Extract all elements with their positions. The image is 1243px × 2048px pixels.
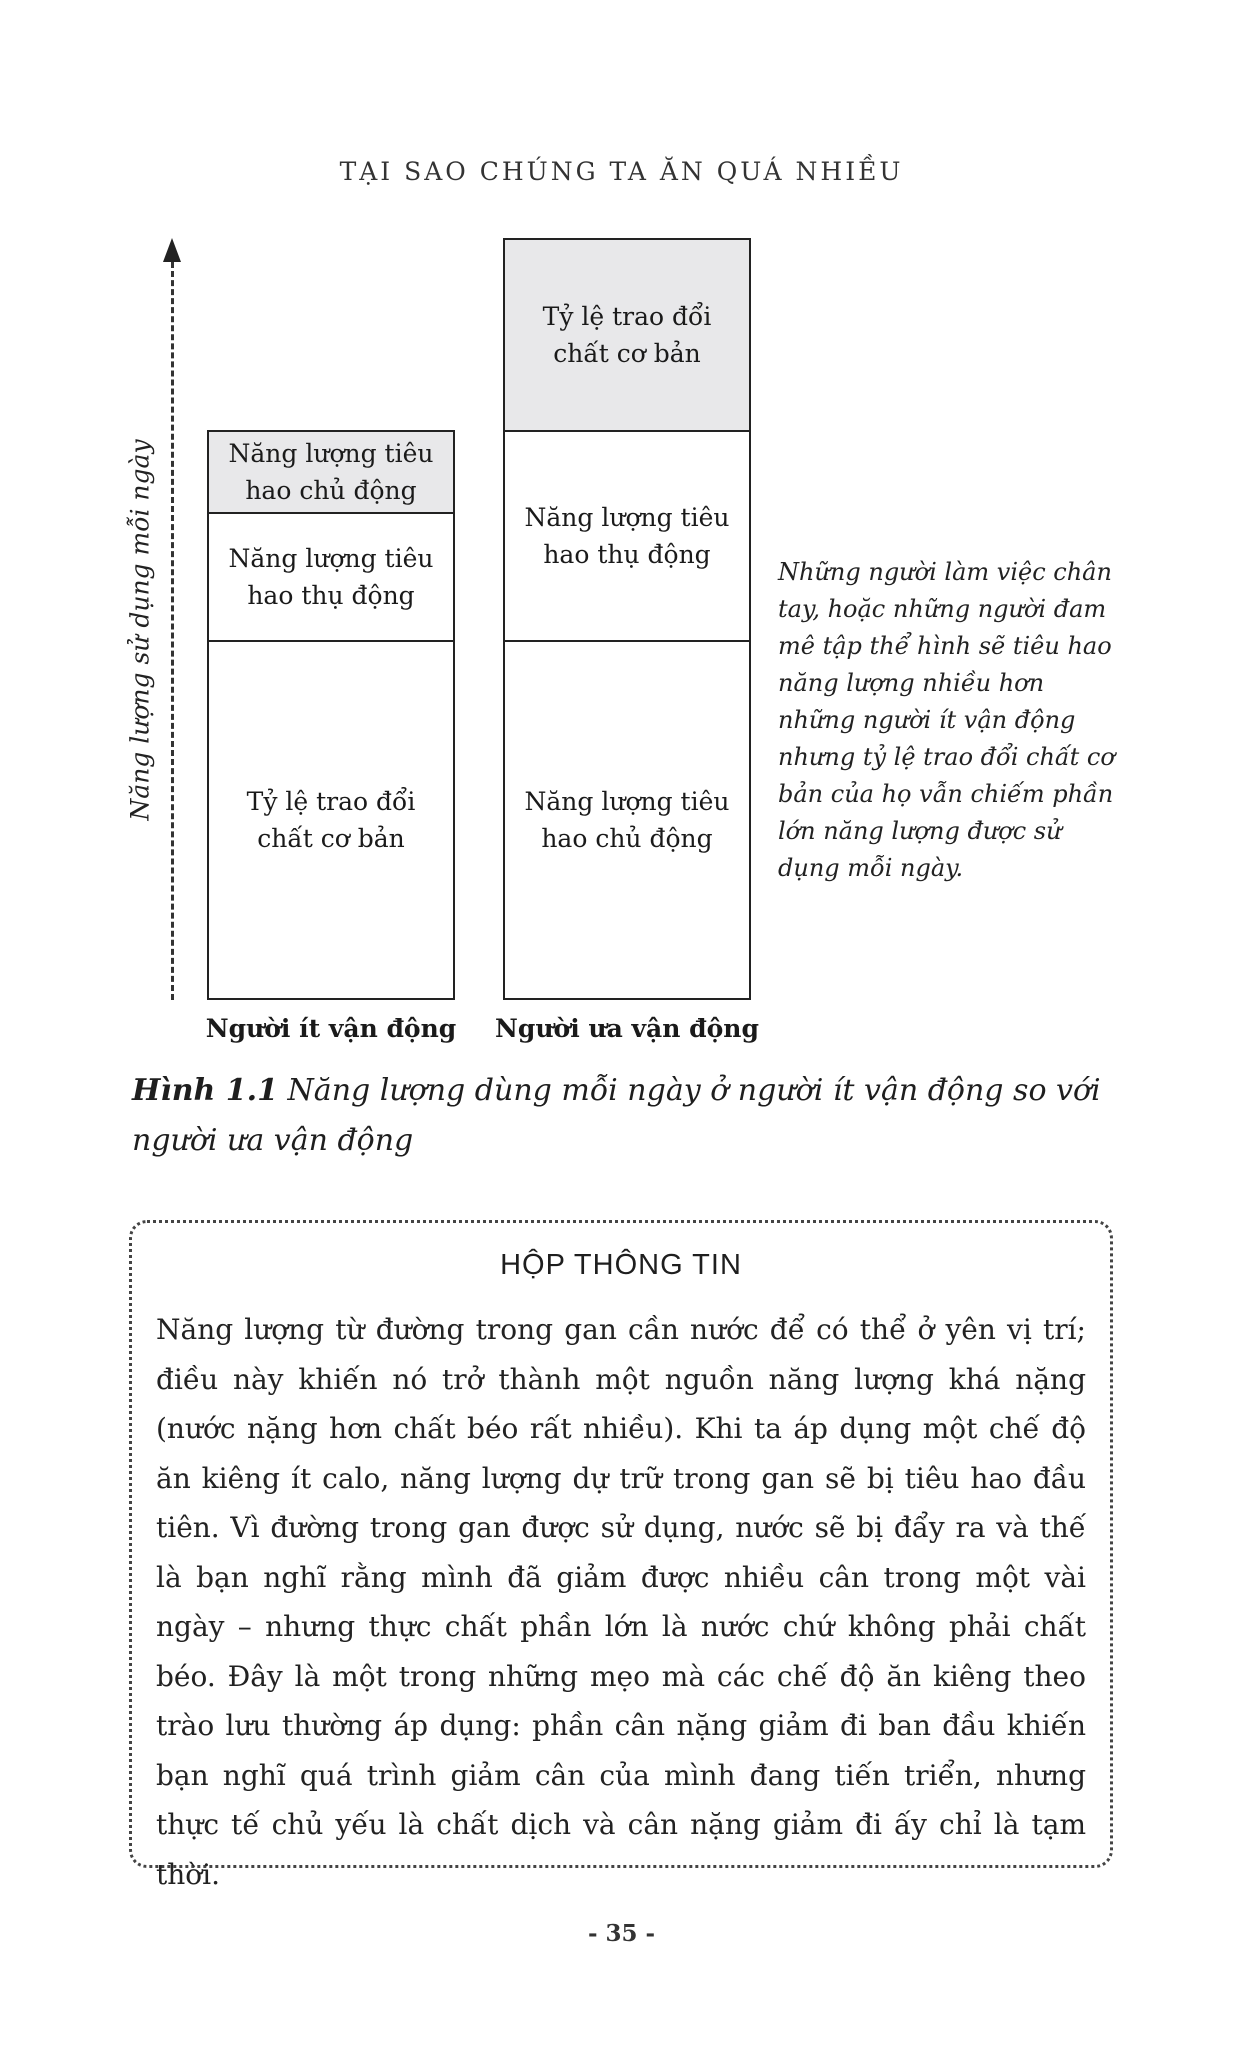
segment-passive-energy: Năng lượng tiêu hao thụ động xyxy=(209,512,453,640)
y-axis-dashed-line xyxy=(171,262,174,1000)
figure-caption xyxy=(132,1066,1122,1166)
info-box xyxy=(129,1220,1113,1891)
figure-side-note: Những người làm việc chân tay, hoặc những người đam mê tập thể hình sẽ tiêu hao năng lượng nhiều hơn những người ít vận động nhưng tỷ lệ trao đổi chất cơ bản của họ vẫn chiếm phần lớn năng lượng được sử dụng mỗi ngày. xyxy=(778,558,1115,882)
bar-sedentary xyxy=(207,430,455,1000)
segment-active-energy: Năng lượng tiêu hao chủ động xyxy=(209,432,453,512)
figure-number: Hình 1.1 xyxy=(132,1073,279,1108)
y-axis-label-text: Năng lượng sử dụng mỗi ngày xyxy=(125,439,155,821)
segment-basal-metabolic-rate: Tỷ lệ trao đổi chất cơ bản xyxy=(209,640,453,998)
info-box-title: HỘP THÔNG TIN xyxy=(500,1249,742,1281)
bar-label-active: Người ưa vận động xyxy=(495,1014,759,1043)
running-head: TẠI SAO CHÚNG TA ĂN QUÁ NHIỀU xyxy=(339,157,904,186)
info-box-text: Năng lượng từ đường trong gan cần nước để có thể ở yên vị trí; điều này khiến nó trở thành một nguồn năng lượng khá nặng (nước nặng hơn chất béo rất nhiều). Khi ta áp dụng một chế độ ăn kiêng ít calo, năng lượng dự trữ trong gan sẽ bị tiêu hao đầu tiên. Vì đường trong gan được sử dụng, nước sẽ bị đẩy ra và thế là bạn nghĩ rằng mình đã giảm được nhiều cân trong một vài ngày – nhưng thực chất phần lớn là nước chứ không phải chất béo. Đây là một trong những mẹo mà các chế độ ăn kiêng theo trào lưu thường áp dụng: phần cân nặng giảm đi ban đầu khiến bạn nghĩ quá trình giảm cân của mình đang tiến triển, nhưng thực tế chủ yếu là chất dịch và cân nặng giảm đi ấy chỉ là tạm thời. xyxy=(156,1313,1086,1891)
bar-active xyxy=(503,238,751,1000)
page-number: - 35 - xyxy=(587,1920,656,1947)
y-axis-arrow xyxy=(163,238,181,262)
figure-caption-text: Năng lượng dùng mỗi ngày ở người ít vận động so với người ưa vận động xyxy=(132,1073,1101,1158)
segment-basal-metabolic-rate: Tỷ lệ trao đổi chất cơ bản xyxy=(505,240,749,430)
segment-passive-energy: Năng lượng tiêu hao thụ động xyxy=(505,430,749,640)
segment-active-energy: Năng lượng tiêu hao chủ động xyxy=(505,640,749,998)
bar-label-sedentary: Người ít vận động xyxy=(205,1014,457,1043)
